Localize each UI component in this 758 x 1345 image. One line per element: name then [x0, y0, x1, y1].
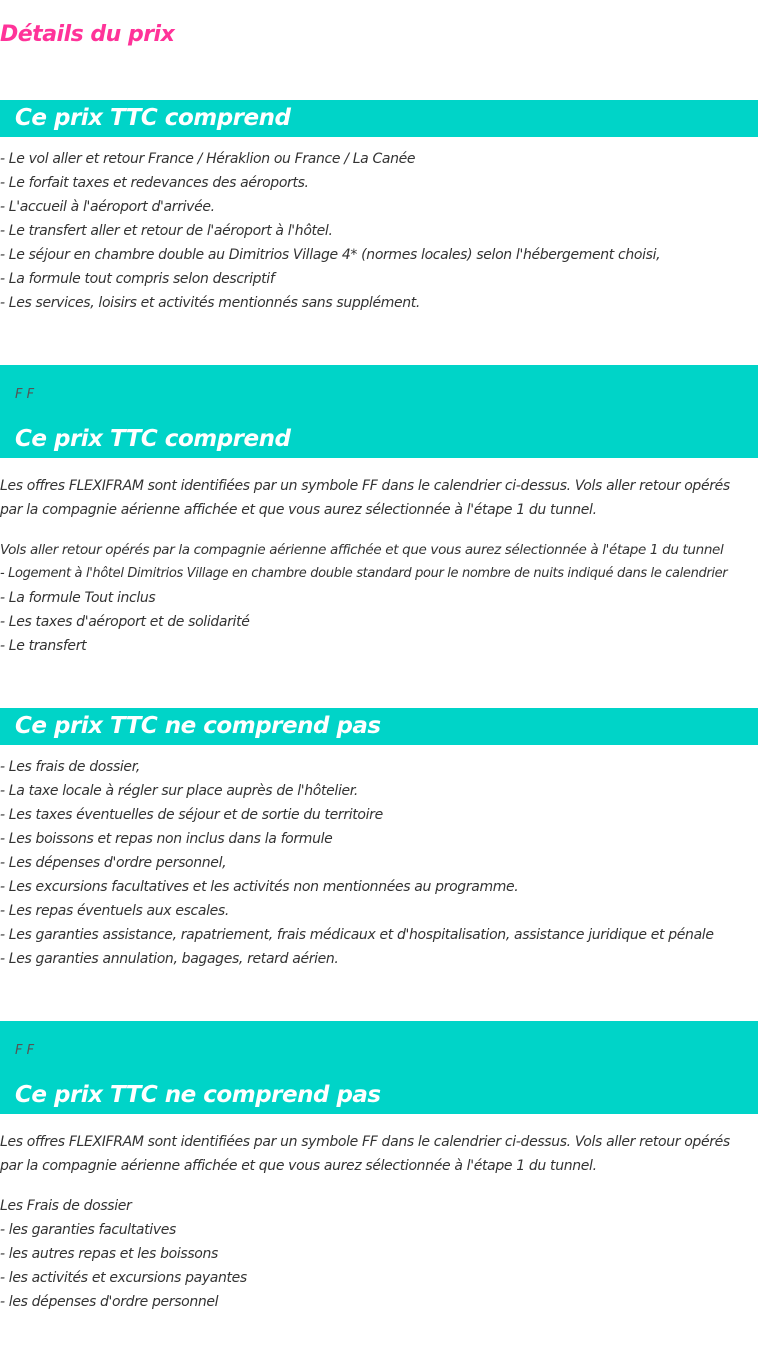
- list-item: - Les boissons et repas non inclus dans la formule: [0, 831, 333, 847]
- list-item: - Le transfert aller et retour de l'aéroport à l'hôtel.: [0, 223, 333, 239]
- list-item: - les dépenses d'ordre personnel: [0, 1294, 219, 1310]
- section-3-header: [0, 708, 758, 745]
- section-1-list: [0, 147, 745, 315]
- intro-paragraph: Les offres FLEXIFRAM sont identifiées par un symbole FF dans le calendrier ci-dessus. Vols aller retour opérés par la compagnie aérienne affichée et que vous aurez sélectionnée à l'étape 1 du tunnel.: [0, 478, 730, 518]
- section-2-heading: Ce prix TTC comprend: [15, 426, 291, 452]
- intro-paragraph: Les offres FLEXIFRAM sont identifiées par un symbole FF dans le calendrier ci-dessus. Vols aller retour opérés par la compagnie aérienne affichée et que vous aurez sélectionnée à l'étape 1 du tunnel.: [0, 1134, 730, 1174]
- list-item: - Le vol aller et retour France / Héraklion ou France / La Canée: [0, 151, 416, 167]
- flexifram-code: F F: [15, 387, 35, 402]
- list-item: - Les taxes éventuelles de séjour et de sortie du territoire: [0, 807, 383, 823]
- list-item: Vols aller retour opérés par la compagnie aérienne affichée et que vous aurez sélectionnée à l'étape 1 du tunnel: [0, 542, 724, 558]
- section-4-header: [0, 1021, 758, 1114]
- list-item: - Le séjour en chambre double au Dimitrios Village 4* (normes locales) selon l'hébergement choisi,: [0, 247, 661, 263]
- section-4-intro: [0, 1130, 745, 1178]
- section-2-header: [0, 365, 758, 458]
- list-item: - Les dépenses d'ordre personnel,: [0, 855, 227, 871]
- section-4-list: [0, 1194, 745, 1314]
- list-item: - Le transfert: [0, 638, 87, 654]
- list-item: - Les excursions facultatives et les activités non mentionnées au programme.: [0, 879, 519, 895]
- list-item: - les activités et excursions payantes: [0, 1270, 247, 1286]
- list-item: - La taxe locale à régler sur place auprès de l'hôtelier.: [0, 783, 358, 799]
- section-3-heading: Ce prix TTC ne comprend pas: [15, 713, 381, 739]
- list-item: - Les garanties assistance, rapatriement, frais médicaux et d'hospitalisation, assistance juridique et pénale: [0, 927, 714, 943]
- list-item: - Les frais de dossier,: [0, 759, 140, 775]
- list-item: - Les taxes d'aéroport et de solidarité: [0, 614, 250, 630]
- section-4-heading: Ce prix TTC ne comprend pas: [15, 1082, 381, 1108]
- section-3-list: [0, 755, 745, 971]
- section-1-header: [0, 100, 758, 137]
- section-1-heading: Ce prix TTC comprend: [15, 105, 291, 131]
- list-item: - Les services, loisirs et activités mentionnés sans supplément.: [0, 295, 421, 311]
- list-item: - Le forfait taxes et redevances des aéroports.: [0, 175, 309, 191]
- page-title: Détails du prix: [0, 22, 175, 47]
- list-item: - L'accueil à l'aéroport d'arrivée.: [0, 199, 215, 215]
- list-item: - Les garanties annulation, bagages, retard aérien.: [0, 951, 339, 967]
- section-2-list: [0, 538, 745, 658]
- flexifram-code: F F: [15, 1043, 35, 1058]
- list-item: - La formule tout compris selon descriptif: [0, 271, 275, 287]
- list-item: - les autres repas et les boissons: [0, 1246, 218, 1262]
- section-2-intro: [0, 474, 745, 522]
- list-item: Les Frais de dossier: [0, 1198, 132, 1214]
- list-item: - Logement à l'hôtel Dimitrios Village en chambre double standard pour le nombre de nuits indiqué dans le calendrier: [0, 566, 728, 581]
- list-item: - Les repas éventuels aux escales.: [0, 903, 229, 919]
- list-item: - les garanties facultatives: [0, 1222, 176, 1238]
- list-item: - La formule Tout inclus: [0, 590, 156, 606]
